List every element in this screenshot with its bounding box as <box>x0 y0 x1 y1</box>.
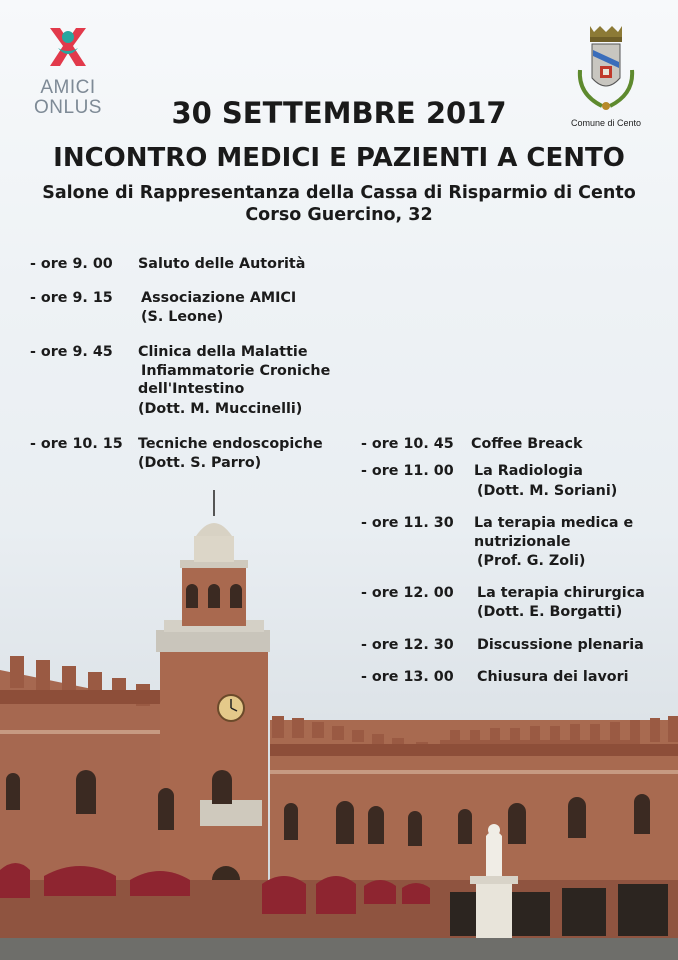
program-time: - ore 9. 45 <box>30 344 113 360</box>
program-time: - ore 11. 00 <box>361 463 454 479</box>
program-title: La terapia chirurgica <box>477 585 645 601</box>
program-time: - ore 11. 30 <box>361 515 454 531</box>
program-speaker: (Prof. G. Zoli) <box>477 553 586 569</box>
program-time: - ore 10. 45 <box>361 436 454 452</box>
program-speaker: (Dott. M. Muccinelli) <box>138 401 303 417</box>
program-time: - ore 10. 15 <box>30 436 123 452</box>
program-time: - ore 9. 15 <box>30 290 113 306</box>
program-speaker: (S. Leone) <box>141 309 224 325</box>
event-date: 30 SETTEMBRE 2017 <box>171 96 507 130</box>
program-time: - ore 12. 30 <box>361 637 454 653</box>
piazza-ground <box>0 938 678 960</box>
comune-label: Comune di Cento <box>570 118 642 128</box>
program-title: Discussione plenaria <box>477 637 644 653</box>
program-title-cont: Infiammatorie Croniche <box>141 363 331 379</box>
program-speaker: (Dott. M. Soriani) <box>477 483 618 499</box>
logo-amici-text: AMICI <box>40 77 96 98</box>
program-speaker: (Dott. S. Parro) <box>138 455 262 471</box>
event-headline: INCONTRO MEDICI E PAZIENTI A CENTO <box>53 143 625 173</box>
program-title: Saluto delle Autorità <box>138 256 306 272</box>
logo-onlus-text: ONLUS <box>34 97 102 118</box>
program-title: Clinica della Malattie <box>138 344 308 360</box>
program-title: La terapia medica e <box>474 515 634 531</box>
program-title: Chiusura dei lavori <box>477 669 629 685</box>
piazza-guercino-illustration <box>0 480 678 960</box>
program-speaker: (Dott. E. Borgatti) <box>477 604 623 620</box>
program-title: Tecniche endoscopiche <box>138 436 323 452</box>
program-time: - ore 13. 00 <box>361 669 454 685</box>
event-address: Corso Guercino, 32 <box>245 205 433 225</box>
amici-logo-icon <box>48 26 88 70</box>
program-title: Associazione AMICI <box>141 290 297 306</box>
program-time: - ore 9. 00 <box>30 256 113 272</box>
program-title-cont: nutrizionale <box>474 534 571 550</box>
program-title-cont: dell'Intestino <box>138 381 245 397</box>
program-title: Coffee Breack <box>471 436 583 452</box>
event-venue: Salone di Rappresentanza della Cassa di Risparmio di Cento <box>42 183 636 203</box>
program-time: - ore 12. 00 <box>361 585 454 601</box>
program-title: La Radiologia <box>474 463 583 479</box>
